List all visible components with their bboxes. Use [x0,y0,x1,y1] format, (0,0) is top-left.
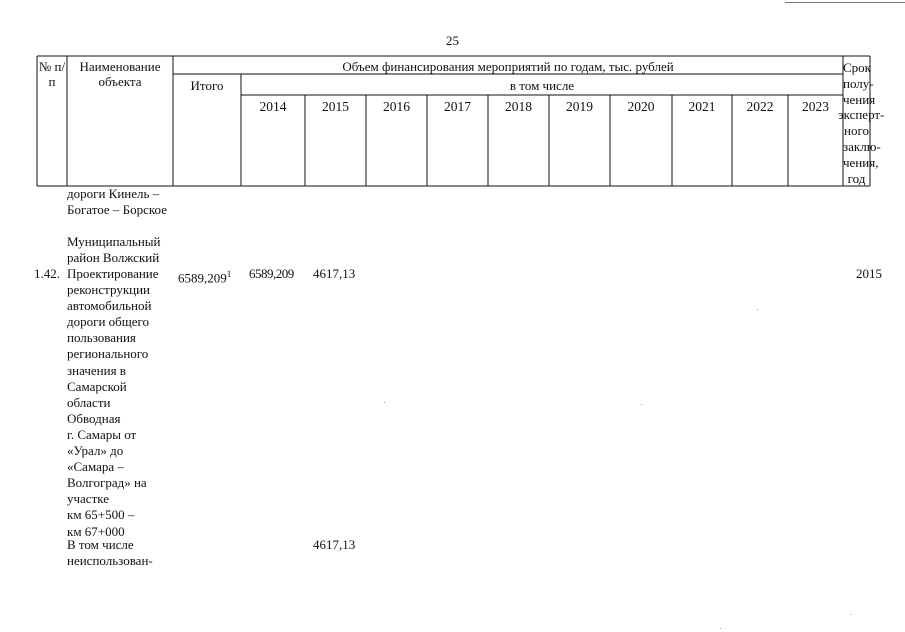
text-line: Обводная [67,410,121,426]
item-description [67,266,159,540]
sub-row-label [67,537,153,569]
total-value [178,266,231,286]
year-header-2019: 2019 [566,99,593,114]
page-number: 25 [446,33,459,48]
scan-speck [720,628,721,629]
year-header-2018: 2018 [505,99,532,114]
text-line: «Самара – [67,459,124,475]
text-line: пользования [67,330,136,346]
deadline-header-line: чения [843,91,876,107]
year-header-2016: 2016 [383,99,410,114]
year-header-2020: 2020 [627,99,655,114]
column-header-finance: Объем финансирования мероприятий по годам, тыс. рублей [342,59,674,74]
year-header-2015: 2015 [322,99,349,114]
text-line: Проектирование [67,266,159,281]
scan-speck [641,404,642,405]
deadline-header-line: чения, [843,154,879,170]
district-label [67,234,160,266]
total-amount: 6589,209 [178,270,227,286]
column-header-name: Наименование объекта [79,59,161,89]
column-header-deadline [838,60,885,186]
column-header-number: № п/п [38,59,66,89]
text-line: г. Самары от [67,426,137,442]
deadline-header-line: ного [844,123,869,139]
text-line: области [67,394,111,410]
text-line: км 65+500 – [67,507,135,523]
year-header-2014: 2014 [259,99,287,114]
footnote-mark: 1 [226,269,232,279]
carry-over-text [67,186,167,218]
text-line: Муниципальный [67,234,161,249]
text-line: реконструкции [67,282,151,298]
text-line: значения в [67,362,126,378]
text-line: Самарской [67,378,127,394]
deadline-value: 2015 [856,266,882,281]
item-number: 1.42. [34,266,60,281]
text-line: регионального [67,346,149,362]
sub-row-value-2015: 4617,13 [313,537,356,552]
deadline-header-line: год [847,170,866,186]
year-header-2022: 2022 [746,99,774,114]
text-line: дороги Кинель – [67,186,160,201]
text-line: В том числе [67,537,134,552]
text-line: участке [67,491,110,507]
year-header-2021: 2021 [688,99,716,114]
text-line: автомобильной [67,298,152,314]
scan-speck [384,402,385,403]
text-line: дороги общего [67,314,150,330]
text-line: Богатое – Борское [67,202,167,218]
scan-speck [757,309,758,310]
text-line: Волгоград» на [67,475,147,491]
value-2014: 6589,209 [249,266,294,281]
column-header-including: в том числе [509,78,575,93]
deadline-header-line: полу- [843,75,874,91]
year-header-2017: 2017 [444,99,471,114]
scan-speck [851,614,852,615]
deadline-header-line: заклю- [843,138,881,154]
deadline-header-line: Срок [843,60,871,75]
year-header-2023: 2023 [802,99,829,114]
value-2015: 4617,13 [313,266,356,281]
text-line: неиспользован- [67,553,153,569]
text-line: «Урал» до [67,443,124,459]
deadline-header-line: эксперт- [838,107,885,123]
text-line: км 67+000 [67,523,125,539]
column-header-total: Итого [190,78,224,93]
text-line: район Волжский [67,250,160,266]
